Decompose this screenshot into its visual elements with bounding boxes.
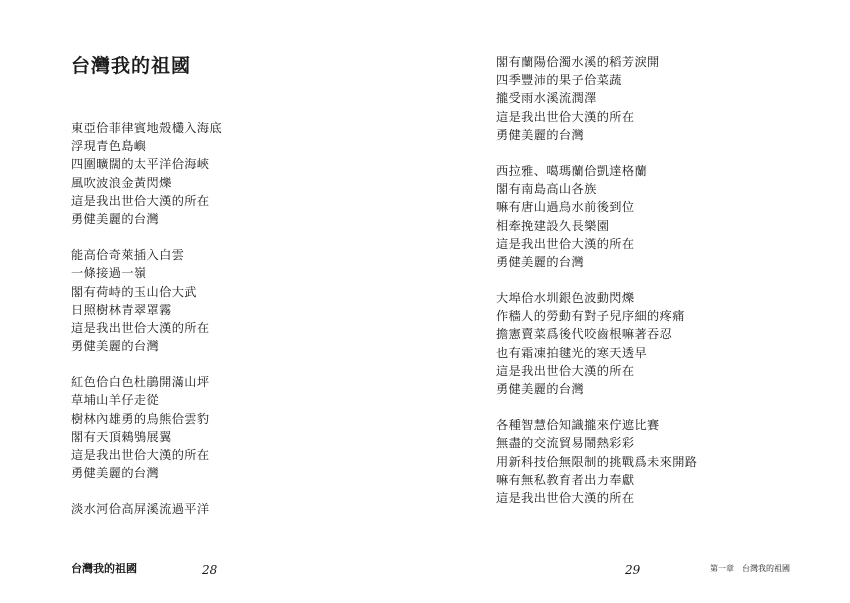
stanza: [496, 416, 697, 507]
poem-left: [71, 119, 222, 537]
poem-line: 攏受雨水溪流潤澤: [496, 91, 597, 106]
page-number-right: 29: [625, 563, 641, 577]
poem-line: 這是我出世佮大漢的所在: [496, 490, 635, 505]
footer-title: 台灣我的祖國: [71, 562, 137, 575]
poem-line: 擔憲賣菜爲後代咬齒根嘛著吞忍: [496, 327, 673, 342]
stanza: [71, 373, 222, 482]
poem-line: 這是我出世佮大漢的所在: [71, 193, 210, 208]
poem-line: 四圍曠闊的太平洋佮海峽: [71, 157, 210, 172]
poem-line: 西拉雅、噶瑪蘭佮凱達格蘭: [496, 163, 648, 178]
page-number-left: 28: [202, 563, 218, 577]
poem-line: 草埔山羊仔走從: [71, 393, 160, 408]
poem-line: 這是我出世佮大漢的所在: [71, 320, 210, 335]
poem-line: 勇健美麗的台灣: [71, 339, 160, 354]
poem-line: 風吹波浪金黃閃爍: [71, 175, 172, 190]
page-title: 台灣我的祖國: [71, 55, 192, 77]
stanza: [496, 289, 697, 398]
poem-line: 嘛有無私教育者出力奉獻: [496, 472, 635, 487]
poem-line: 浮現青色島嶼: [71, 139, 147, 154]
poem-line: 相牽挽建設久長樂園: [496, 218, 610, 233]
poem-line: 勇健美麗的台灣: [71, 466, 160, 481]
poem-line: 作穡人的勞動有對子兒序細的疼痛: [496, 309, 685, 324]
poem-line: 四季豐沛的果子佮菜蔬: [496, 73, 622, 88]
poem-right: [496, 53, 697, 525]
stanza: [496, 53, 697, 144]
poem-line: 能高佮奇萊插入白雲: [71, 248, 185, 263]
poem-line: 勇健美麗的台灣: [496, 127, 585, 142]
poem-line: 日照樹林青翠罩霧: [71, 302, 172, 317]
poem-line: 閣有南島高山各族: [496, 182, 597, 197]
poem-line: 閣有蘭陽佮濁水溪的稻芳淚開: [496, 55, 660, 69]
poem-line: 樹林內雄勇的烏熊佮雲豹: [71, 411, 210, 426]
stanza: [496, 162, 697, 271]
poem-line: 紅色佮白色杜鵑開滿山坪: [71, 375, 210, 390]
poem-line: 各種智慧佮知識攏來佇遮比賽: [496, 418, 660, 433]
right-page: [425, 0, 850, 603]
stanza: [71, 119, 222, 228]
poem-line: 無盡的交流貿易鬧熱彩彩: [496, 436, 635, 451]
poem-line: 勇健美麗的台灣: [496, 382, 585, 396]
stanza: [71, 500, 222, 518]
poem-line: 嘛有唐山過烏水前後到位: [496, 200, 635, 215]
poem-line: 這是我出世佮大漢的所在: [496, 236, 635, 251]
poem-line: 閣有天頂鶆鴞展翼: [71, 429, 172, 444]
running-head: [710, 563, 790, 574]
poem-line: 用新科技佮無限制的挑戰爲未來開路: [496, 454, 698, 469]
running-head-chapter: 第一章: [710, 564, 734, 573]
poem-line: 勇健美麗的台灣: [71, 211, 160, 226]
poem-line: 也有霜凍拍毽光的寒天透早: [496, 345, 648, 360]
poem-line: 閣有荷峙的玉山佮大武: [71, 284, 197, 299]
poem-line: 這是我出世佮大漢的所在: [496, 109, 635, 124]
poem-line: 勇健美麗的台灣: [496, 254, 585, 269]
poem-line: 淡水河佮高屏溪流過平洋: [71, 502, 210, 517]
poem-line: 一條接過一嶺: [71, 266, 147, 281]
poem-line: 這是我出世佮大漢的所在: [71, 448, 210, 462]
poem-line: 這是我出世佮大漢的所在: [496, 363, 635, 378]
poem-line: 東亞佮菲律賓地殼欉入海底: [71, 121, 223, 135]
running-head-title: 台灣我的祖國: [742, 564, 790, 573]
stanza: [71, 246, 222, 355]
poem-line: 大埠佮水圳銀色波動閃爍: [496, 291, 635, 306]
